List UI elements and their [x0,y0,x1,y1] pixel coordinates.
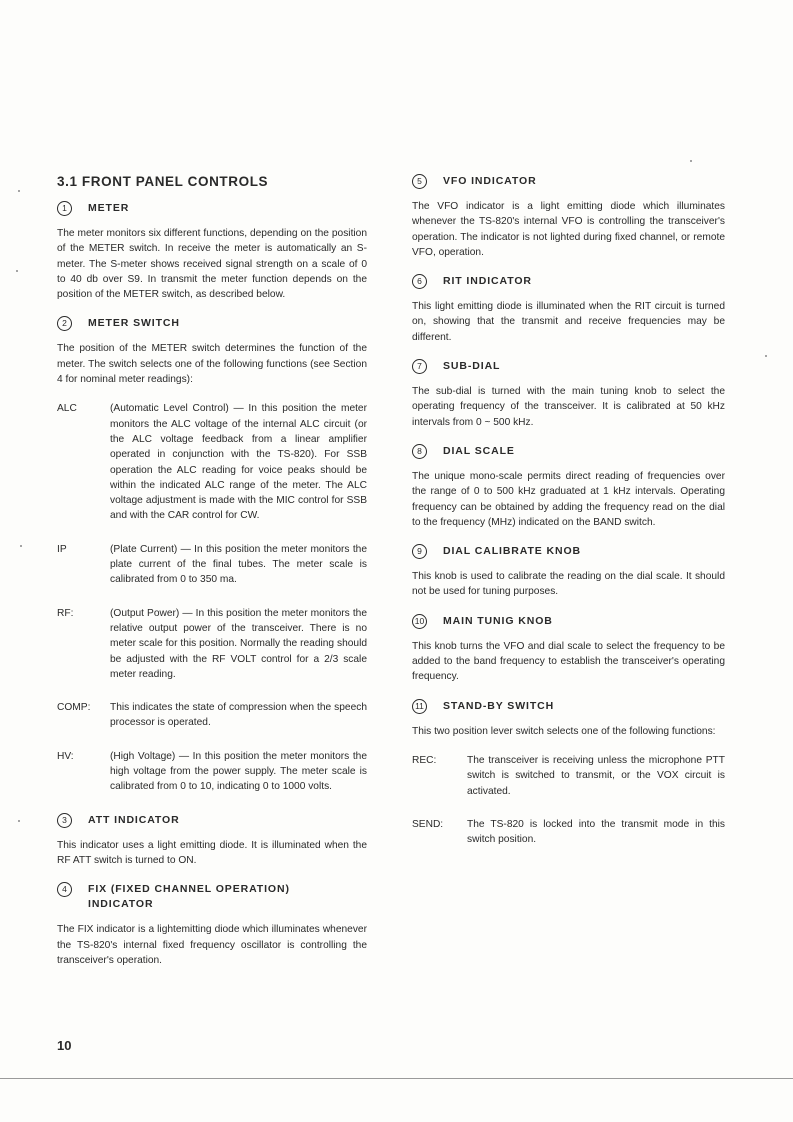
paragraph: This knob turns the VFO and dial scale to select the frequency to be added to the band frequency to establish the transceiver's operating frequency. [412,640,725,683]
heading-rit-indicator [412,274,725,289]
description: (High Voltage) — In this position the meter monitors the high voltage from the power supply. The meter scale is calibrated from 0 to 10, indicating 0 to 1000 volts. [110,750,367,793]
heading-text: SUB-DIAL [443,360,501,373]
heading-meter [57,201,367,216]
definition-comp [57,700,367,731]
definition-ip [57,542,367,588]
scan-speck [18,820,20,822]
term: HV: [57,750,74,762]
paragraph: The FIX indicator is a lightemitting diode which illuminates whenever the TS-820's internal fixed frequency oscillator is controlling the transceiver's operation. [57,924,367,966]
paragraph: This two position lever switch selects one of the following functions: [412,725,716,737]
paragraph: The sub-dial is turned with the main tuning knob to select the operating frequency of the transceiver. It is calibrated at 50 kHz intervals from 0 ~ 500 kHz. [412,386,725,428]
item-number-circle: 6 [412,274,427,289]
term: COMP: [57,702,91,714]
item-number-circle: 9 [412,544,427,559]
item-number-circle: 1 [57,201,72,216]
scan-speck [18,190,20,192]
paragraph: The unique mono-scale permits direct reading of frequencies over the range of 0 to 500 kHz graduated at 1 kHz intervals. Operating frequency can be obtained by adding the frequency read on the dial to the frequency (MHz) indicated on the BAND switch. [412,470,725,528]
section-rit-indicator [412,274,725,345]
heading-dial-calibrate-knob [412,544,725,559]
section-main-tuning-knob [412,614,725,685]
scan-speck [20,545,22,547]
page-number: 10 [57,1038,72,1053]
heading-main-tuning-knob [412,614,725,629]
section-meter-switch [57,316,367,794]
description: The TS-820 is locked into the transmit mode in this switch position. [467,818,725,846]
heading-sub-dial [412,359,725,374]
scan-speck [765,355,767,357]
paragraph: This light emitting diode is illuminated when the RIT circuit is turned on, showing that the transmit and receive frequencies may be different. [412,301,725,343]
heading-text: STAND-BY SWITCH [443,699,555,712]
item-number-circle: 10 [412,614,427,629]
heading-meter-switch [57,316,367,331]
item-number-circle: 4 [57,882,72,897]
definition-send [412,817,725,848]
definition-rf [57,606,367,682]
right-column [412,174,725,865]
section-stand-by-switch [412,699,725,848]
heading-text: METER SWITCH [88,317,180,330]
heading-text: ATT INDICATOR [88,813,180,826]
heading-dial-scale [412,444,725,459]
description: (Plate Current) — In this position the meter monitors the plate current of the final tubes. The meter scale is calibrated from 0 to 350 ma. [110,543,367,586]
section-meter [57,201,367,302]
left-column [57,174,367,982]
bottom-rule [0,1078,793,1079]
paragraph: This knob is used to calibrate the reading on the dial scale. It should not be used for tuning purposes. [412,571,725,598]
term: REC: [412,754,437,766]
term: RF: [57,607,74,619]
heading-text: FIX (FIXED CHANNEL OPERATION) INDICATOR [88,883,290,911]
heading-text: MAIN TUNIG KNOB [443,614,553,627]
definition-alc [57,401,367,523]
paragraph: The meter monitors six different functions, depending on the position of the METER switch. In receive the meter is automatically an S-meter. The S-meter shows received signal strength on a scale of 0 to 40 db over S9. In transmit the meter function depends on the position of the METER switch, as described below. [57,228,367,301]
item-number-circle: 11 [412,699,427,714]
paragraph: The position of the METER switch determines the function of the meter. The switch selects one of the following functions (see Section 4 for nominal meter readings): [57,343,367,386]
section-dial-scale [412,444,725,530]
section-fix-indicator [57,882,367,968]
section-title: 3.1 FRONT PANEL CONTROLS [57,174,269,189]
section-att-indicator [57,813,367,869]
heading-text: RIT INDICATOR [443,275,532,288]
item-number-circle: 2 [57,316,72,331]
paragraph: This indicator uses a light emitting diode. It is illuminated when the RF ATT switch is turned to ON. [57,839,367,866]
description: (Output Power) — In this position the meter monitors the relative output power of the transceiver. There is no meter scale for this position. Normally the reading should be adjusted with the RF VOLT control for a 2/3 scale meter reading. [110,607,367,680]
definition-rec [412,753,725,799]
item-number-circle: 7 [412,359,427,374]
heading-text: VFO INDICATOR [443,175,537,187]
heading-vfo-indicator [412,174,725,189]
term: ALC [57,403,77,415]
description: (Automatic Level Control) — In this position the meter monitors the ALC voltage of the internal ALC circuit (or the ALC voltage feedback from a linear amplifier operated in conjunction with the TS-820). For SSB operation the ALC reading for voice peaks should be within the indicated ALC range of the meter. The ALC voltage adjustment is made with the MIC control for SSB and with the CAR control for CW. [110,403,367,522]
term: SEND: [412,818,444,830]
section-dial-calibrate-knob [412,544,725,600]
description: The transceiver is receiving unless the microphone PTT switch is switched to transmit, or the VOX circuit is activated. [467,754,725,797]
definition-hv [57,749,367,795]
heading-text: METER [88,202,130,214]
item-number-circle: 8 [412,444,427,459]
heading-text: DIAL CALIBRATE KNOB [443,545,582,558]
paragraph: The VFO indicator is a light emitting diode which illuminates whenever the TS-820's internal VFO is controlling the transceiver's operation. The indicator is not lighted during fixed channel, or remote VFO, operation. [412,201,725,258]
heading-fix-indicator [57,882,367,912]
description: This indicates the state of compression when the speech processor is operated. [110,702,367,729]
scan-speck [16,270,18,272]
section-vfo-indicator [412,174,725,260]
heading-text: DIAL SCALE [443,444,515,457]
heading-att-indicator [57,813,367,828]
section-sub-dial [412,359,725,430]
heading-stand-by-switch [412,699,725,714]
scan-speck [690,160,692,162]
item-number-circle: 3 [57,813,72,828]
item-number-circle: 5 [412,174,427,189]
term: IP [57,543,67,555]
